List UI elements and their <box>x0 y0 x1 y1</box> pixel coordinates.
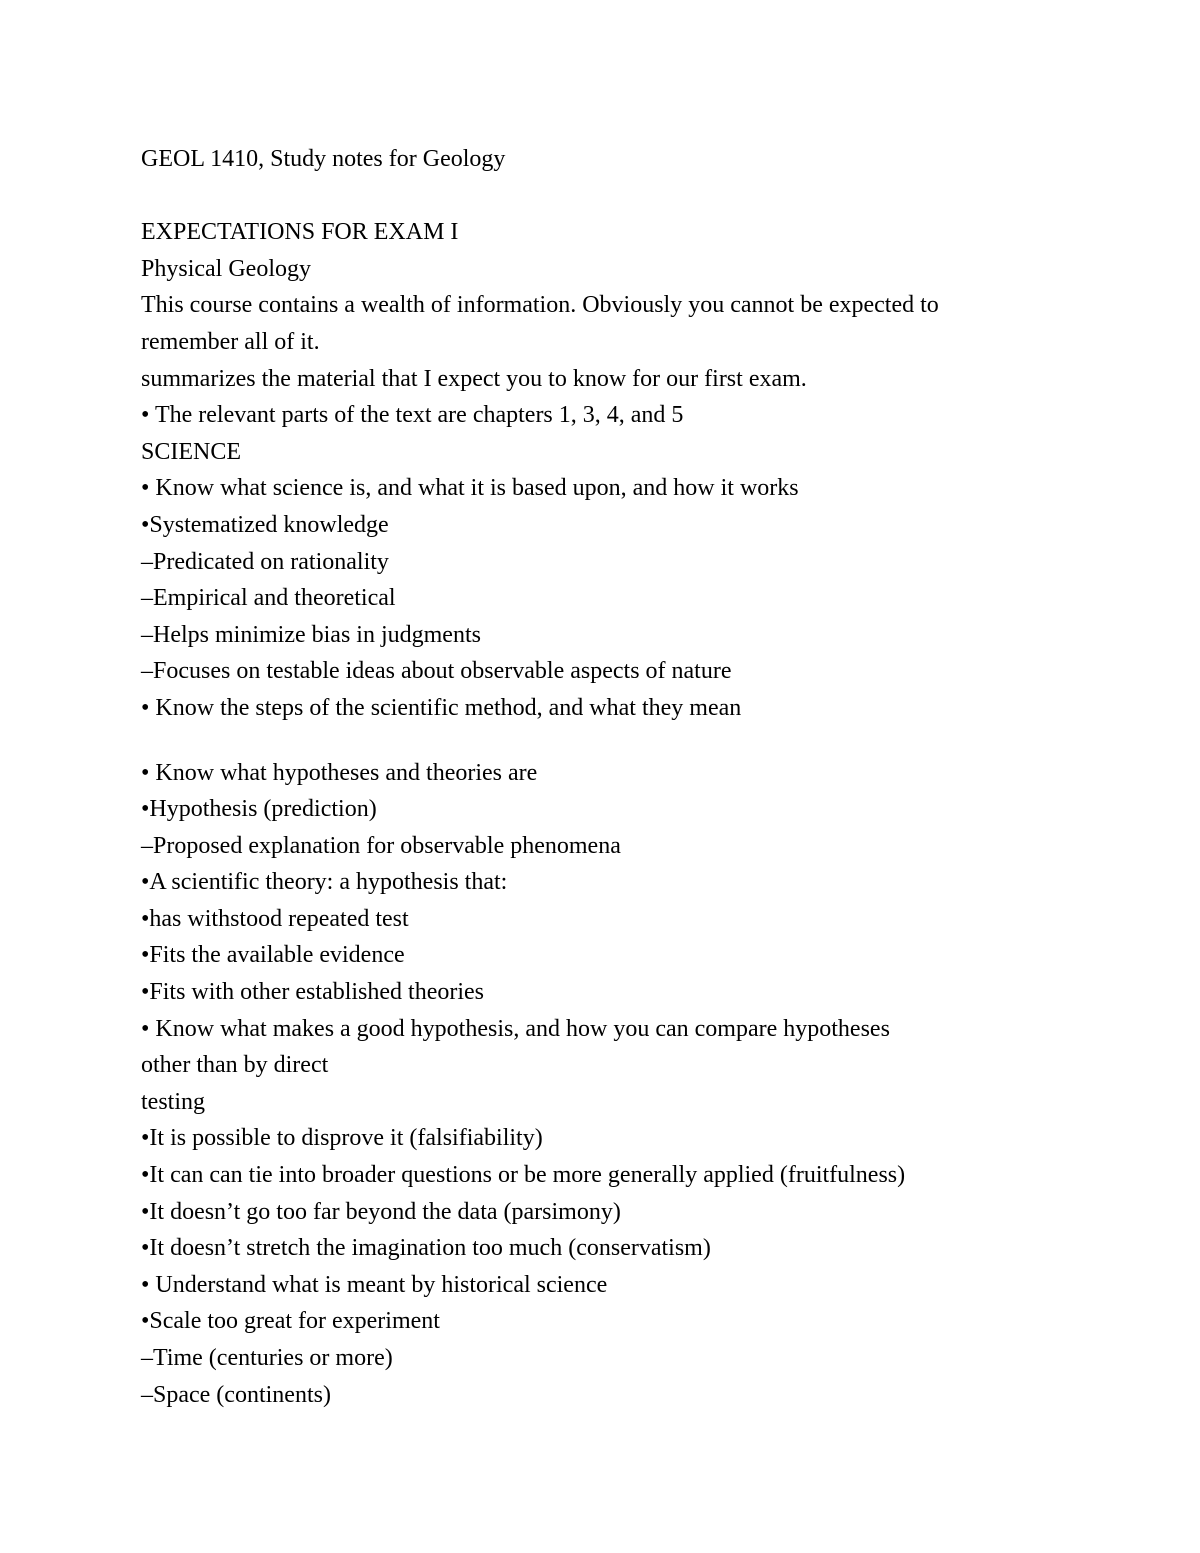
section-subheading: Physical Geology <box>141 255 311 282</box>
list-item: •Scale too great for experiment <box>141 1308 440 1335</box>
list-item: • Know what makes a good hypothesis, and how you can compare hypotheses <box>141 1015 890 1042</box>
blank-line <box>141 178 1101 215</box>
list-item: –Empirical and theoretical <box>141 585 396 612</box>
science-heading: SCIENCE <box>141 438 242 465</box>
list-item: –Space (continents) <box>141 1381 331 1408</box>
list-item: • Know the steps of the scientific method, and what they mean <box>141 694 742 721</box>
document-body <box>141 141 1101 1413</box>
list-item: •It doesn’t stretch the imagination too much (conservatism) <box>141 1235 711 1262</box>
list-item: –Predicated on rationality <box>141 548 389 575</box>
intro-line: summarizes the material that I expect you to know for our first exam. <box>141 365 807 392</box>
list-item: • Know what science is, and what it is based upon, and how it works <box>141 475 799 502</box>
list-item: –Focuses on testable ideas about observable aspects of nature <box>141 658 732 685</box>
list-item: •Systematized knowledge <box>141 511 389 538</box>
bullet-item: • The relevant parts of the text are chapters 1, 3, 4, and 5 <box>141 402 684 429</box>
list-item: –Helps minimize bias in judgments <box>141 621 481 648</box>
list-item: •Fits with other established theories <box>141 979 485 1006</box>
list-item: •It doesn’t go too far beyond the data (parsimony) <box>141 1198 621 1225</box>
list-item: other than by direct <box>141 1052 329 1079</box>
list-item: •It is possible to disprove it (falsifiability) <box>141 1125 543 1152</box>
list-item: testing <box>141 1088 205 1115</box>
list-item: •It can can tie into broader questions or be more generally applied (fruitfulness) <box>141 1162 906 1189</box>
science-list <box>141 470 1101 726</box>
list-item: • Know what hypotheses and theories are <box>141 759 538 786</box>
list-item: •has withstood repeated test <box>141 905 409 932</box>
list-item: •Fits the available evidence <box>141 942 405 969</box>
intro-line: remember all of it. <box>141 328 320 355</box>
intro-line: This course contains a wealth of information. Obviously you cannot be expected to <box>141 292 939 319</box>
list-item: •Hypothesis (prediction) <box>141 796 377 823</box>
blank-line <box>141 727 1101 755</box>
list-item: –Proposed explanation for observable phenomena <box>141 832 621 859</box>
hypothesis-list <box>141 755 1101 1414</box>
section-heading: EXPECTATIONS FOR EXAM I <box>141 219 459 246</box>
document-title: GEOL 1410, Study notes for Geology <box>141 146 506 172</box>
list-item: • Understand what is meant by historical science <box>141 1271 608 1298</box>
list-item: •A scientific theory: a hypothesis that: <box>141 869 508 896</box>
list-item: –Time (centuries or more) <box>141 1345 393 1371</box>
